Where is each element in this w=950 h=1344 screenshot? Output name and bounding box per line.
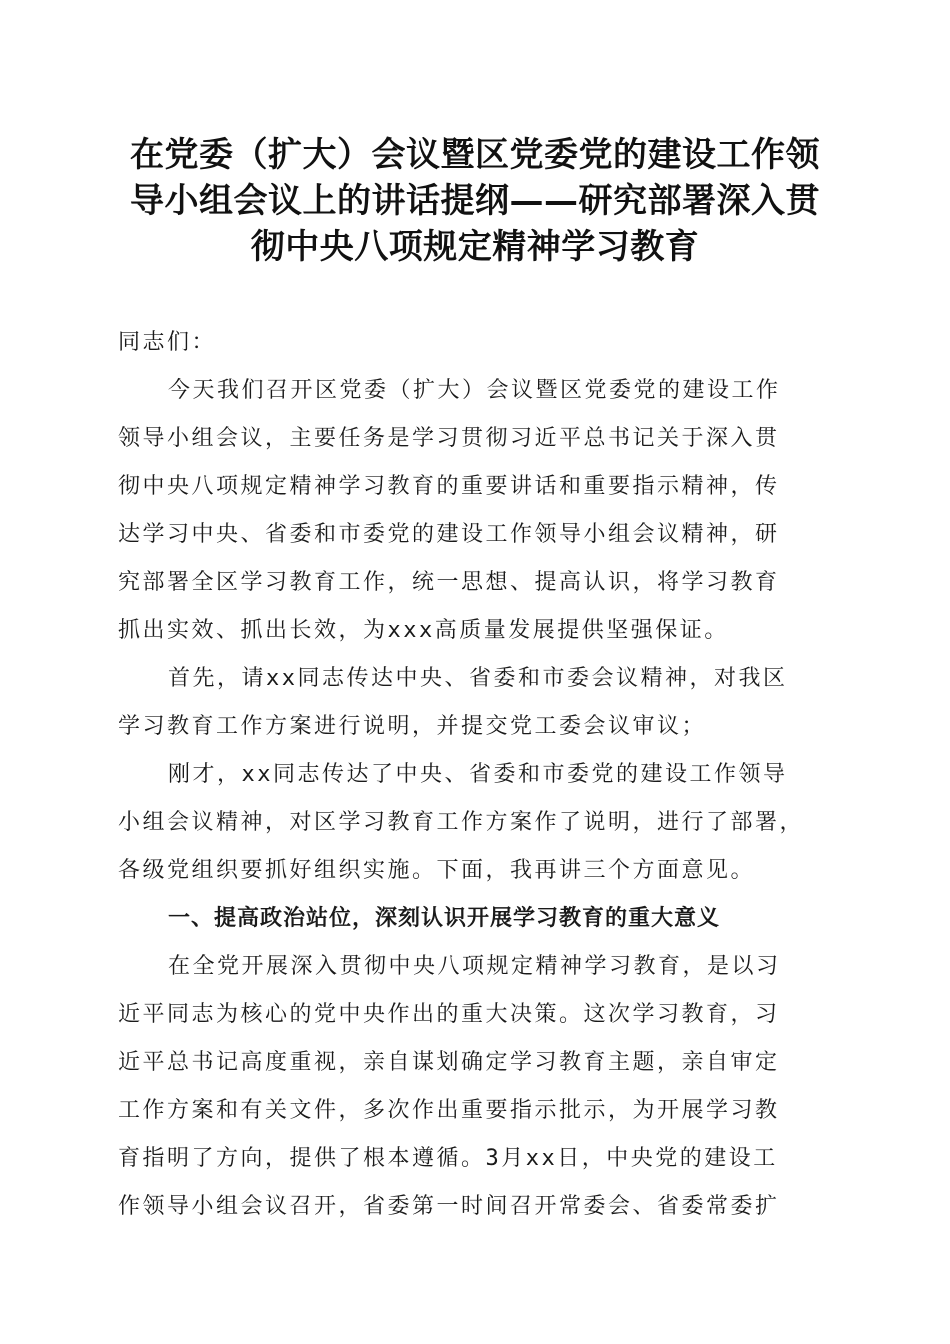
paragraph-first (118, 655, 832, 751)
paragraph-line: 首先，请xx同志传达中央、省委和市委会议精神，对我区 (168, 666, 788, 691)
title-line-3: 彻中央八项规定精神学习教育 (250, 227, 700, 267)
paragraph-line: 育指明了方向，提供了根本遵循。3月xx日，中央党的建设工 (118, 1146, 778, 1171)
paragraph-line: 刚才，xx同志传达了中央、省委和市委党的建设工作领导 (168, 762, 788, 787)
title-line-2: 导小组会议上的讲话提纲——研究部署深入贯 (130, 181, 820, 221)
paragraph-line: 小组会议精神，对区学习教育工作方案作了说明，进行了部署， (118, 810, 805, 835)
paragraph-line: 今天我们召开区党委（扩大）会议暨区党委党的建设工作 (168, 378, 781, 403)
paragraph-line: 领导小组会议，主要任务是学习贯彻习近平总书记关于深入贯 (118, 426, 780, 451)
paragraph-line: 各级党组织要抓好组织实施。下面，我再讲三个方面意见。 (118, 858, 756, 883)
paragraph-line: 究部署全区学习教育工作，统一思想、提高认识，将学习教育 (118, 570, 780, 595)
section-heading-1: 一、提高政治站位，深刻认识开展学习教育的重大意义 (168, 906, 721, 931)
paragraph-line: 抓出实效、抓出长效，为xxx高质量发展提供坚强保证。 (118, 618, 729, 643)
paragraph-line: 作领导小组会议召开，省委第一时间召开常委会、省委常委扩 (118, 1194, 780, 1219)
paragraph-line: 学习教育工作方案进行说明，并提交党工委会议审议； (118, 714, 707, 739)
paragraph-opening (118, 367, 832, 655)
paragraph-line: 近平同志为核心的党中央作出的重大决策。这次学习教育，习 (118, 1002, 780, 1027)
document-title (118, 132, 832, 270)
paragraph-section1 (118, 943, 832, 1231)
paragraph-line: 近平总书记高度重视，亲自谋划确定学习教育主题，亲自审定 (118, 1050, 780, 1075)
paragraph-just-now (118, 751, 832, 895)
document-body (118, 319, 832, 1231)
salutation: 同志们： (118, 330, 217, 355)
title-line-1: 在党委（扩大）会议暨区党委党的建设工作领 (130, 135, 820, 175)
paragraph-line: 彻中央八项规定精神学习教育的重要讲话和重要指示精神，传 (118, 474, 780, 499)
paragraph-line: 工作方案和有关文件，多次作出重要指示批示，为开展学习教 (118, 1098, 780, 1123)
paragraph-line: 达学习中央、省委和市委党的建设工作领导小组会议精神，研 (118, 522, 780, 547)
paragraph-line: 在全党开展深入贯彻中央八项规定精神学习教育，是以习 (168, 954, 781, 979)
